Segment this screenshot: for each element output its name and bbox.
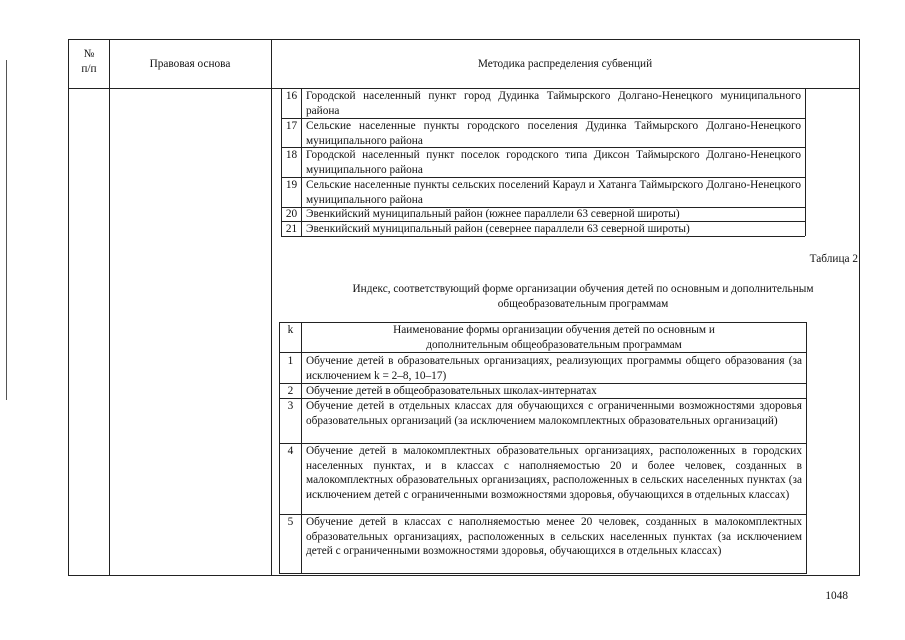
territory-number: 18 [285,149,298,161]
t1-right-border [805,88,806,236]
territory-name: Городской населенный пункт поселок городского типа Диксон Таймырского Долгано-Ненецкого муниципального района [306,149,801,176]
t1-num-divider [301,88,302,236]
territory-name: Эвенкийский муниципальный район (севернее параллели 63 северной широты) [306,223,690,235]
t2-header-k: k [287,324,294,336]
territory-name: Городской населенный пункт город Дудинка Таймырского Долгано-Ненецкого муниципального района [306,90,801,117]
form-description: Обучение детей в классах с наполняемостью менее 20 человек, созданных в малокомплектных образовательных организациях, расположенных в сельских населенных пунктах (за исключением детей с ограниченными возможностями здоровья, обучающихся в отдельных классах) [306,516,802,558]
page-number: 1048 [825,590,848,602]
territory-number: 16 [285,90,298,102]
territory-number: 17 [285,120,298,132]
territory-name: Эвенкийский муниципальный район (южнее параллели 63 северной широты) [306,208,680,220]
form-index: 5 [287,516,294,528]
t2-right-border [806,322,807,573]
form-index: 2 [287,385,294,397]
scan-margin-line [6,60,7,400]
t2-header-name: Наименование формы организации обучения детей по основным и дополнительным общеобразовательным программам [393,324,715,351]
territory-name: Сельские населенные пункты сельских поселений Караул и Хатанга Таймырского Долгано-Ненецкого муниципального района [306,179,801,206]
t2-k-divider [301,322,302,573]
header-method: Методика распределения субвенций [477,58,653,70]
col-divider-1 [109,39,110,576]
form-description: Обучение детей в образовательных организациях, реализующих программы общего образования (за исключением k = 2–8, 10–17) [306,355,802,382]
outer-table-left-border [68,39,69,576]
form-description: Обучение детей в отдельных классах для обучающихся с ограниченными возможностями здоровья образовательных организаций (за исключением малокомплектных образовательных организаций) [306,400,802,427]
t2-bottom-border [279,573,807,574]
outer-table-bottom-border [68,575,860,576]
form-index: 1 [287,355,294,367]
table2-label: Таблица 2 [809,253,858,265]
header-number: № п/п [81,48,97,75]
outer-table-right-border [859,39,860,576]
form-description: Обучение детей в малокомплектных образовательных организациях, расположенных в городских населенных пунктах, и в классах с наполняемостью 20 и более человек, созданных в малокомплектных образовательных организациях, расположенных в сельских населенных пунктах (за исключением детей с ограниченными возможностями здоровья, обучающихся в отдельных классах) [306,445,802,501]
header-legal-basis: Правовая основа [149,58,231,70]
territory-number: 21 [285,223,298,235]
form-index: 3 [287,400,294,412]
form-index: 4 [287,445,294,457]
form-description: Обучение детей в общеобразовательных школах-интернатах [306,385,597,397]
outer-table-top-border [68,39,860,40]
col-divider-2 [271,39,272,576]
territory-name: Сельские населенные пункты городского поселения Дудинка Таймырского Долгано-Ненецкого муниципального района [306,120,801,147]
territory-number: 20 [285,208,298,220]
table2-title: Индекс, соответствующий форме организации обучения детей по основным и дополнительным общеобразовательным программам [352,283,814,310]
territory-number: 19 [285,179,298,191]
